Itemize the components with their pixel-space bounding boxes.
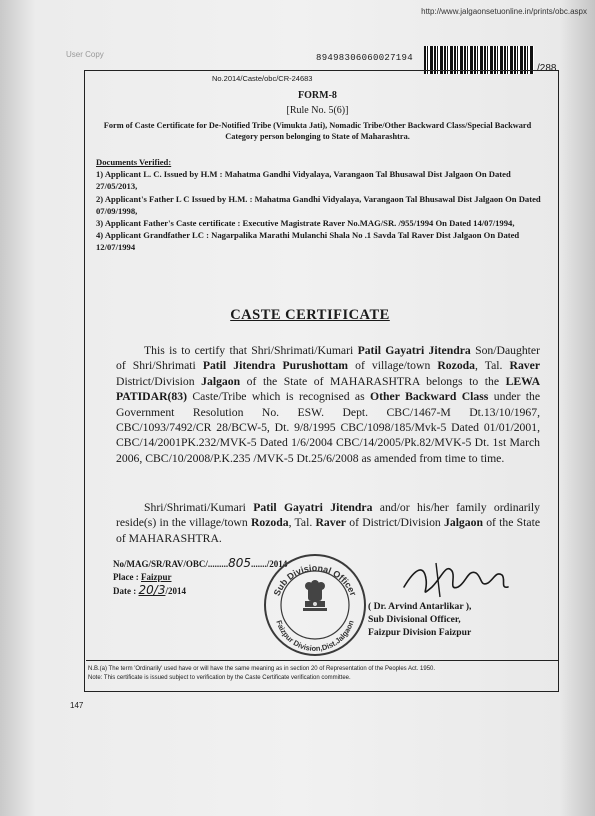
district-name: Jalgaon	[444, 516, 483, 530]
parent-name: Patil Jitendra Purushottam	[202, 359, 349, 373]
signatory-name: ( Dr. Arvind Antarlikar ),	[368, 601, 472, 612]
body-text: This is to certify that Shri/Shrimati/Kumari	[144, 344, 354, 357]
body-text: of the State of MAHARASHTRA.	[116, 516, 541, 545]
body-text: and/or his/her family ordinarily reside(s) in the village/town	[116, 501, 541, 530]
residence-paragraph	[116, 500, 540, 546]
official-seal	[263, 553, 367, 657]
documents-verified	[96, 156, 544, 254]
body-text: under the Government Resolution No. ESW. Dept. CBC/1467-M Dt.13/10/1967, CBC/1093/7492/CR 28/BCW-5, Dt. 9/8/1995 CBC/1098/185/Mvk-5 Dated 01/01/2001, CBC/14/2001PK.232/MVK-5 Dated 1/6/2004 CBC/14/2005/Pk.82/MVK-5 Dt. 1st March 2006, CBC/10/2008/P.K.235 /MVK-5 Dt.25/6/2008 as amended from time to time.	[116, 390, 541, 465]
taluka-name: Raver	[315, 516, 346, 530]
print-url: http://www.jalgaonsetuonline.in/prints/obc.aspx	[421, 7, 587, 16]
body-text: District/Division	[116, 374, 195, 388]
district-name: Jalgaon	[201, 374, 241, 388]
document-item: 1) Applicant L. C. Issued by H.M : Mahatma Gandhi Vidyalaya, Varangaon Tal Bhusawal Dist Jalgaon On Dated 27/05/2013,	[96, 169, 511, 192]
verification-note: Note: This certificate is issued subject to verification by the Caste Certificate verification committee.	[88, 675, 351, 681]
user-copy-label: User Copy	[66, 50, 104, 59]
category-name: Other Backward Class	[370, 390, 489, 404]
signatory-block	[368, 600, 471, 639]
certificate-number: No.2014/Caste/obc/CR-24683	[212, 74, 313, 83]
reference-suffix: ......./2014	[251, 559, 288, 569]
rule-number: [Rule No. 5(6)]	[286, 105, 349, 116]
place-label: Place :	[113, 572, 141, 582]
signatory-title: Sub Divisional Officer,	[368, 614, 461, 625]
body-text: of village/town	[355, 359, 431, 373]
page-number: 147	[70, 701, 84, 710]
body-text: of District/Division	[349, 516, 441, 530]
form-title: FORM-8	[298, 90, 337, 101]
body-text: Shri/Shrimati/Kumari	[144, 501, 246, 514]
reference-prefix: No/MAG/SR/RAV/OBC/.........	[113, 559, 229, 569]
document-item: 4) Applicant Grandfather LC : Nagarpalika Marathi Mulanchi Shala No .1 Savda Tal Raver Dist Jalgaon On Dated 12/07/1994	[96, 230, 520, 253]
body-text: Son/Daughter of Shri/Shrimati	[116, 344, 540, 373]
documents-heading: Documents Verified:	[96, 157, 172, 167]
document-item: 3) Applicant Father's Caste certificate : Executive Magistrate Raver No.MAG/SR. /955/1994 On Dated 14/07/1994,	[96, 218, 515, 229]
applicant-name: Patil Gayatri Jitendra	[253, 501, 373, 514]
issue-place	[113, 572, 171, 582]
emblem-icon	[303, 580, 327, 611]
village-name: Rozoda	[437, 359, 476, 373]
footnotes	[86, 660, 558, 683]
issue-date	[113, 583, 186, 597]
seal-top-text: Sub Divisional Officer	[271, 562, 359, 598]
body-text: , Tal.	[288, 516, 313, 530]
applicant-name: Patil Gayatri Jitendra	[357, 344, 471, 357]
date-handwritten: 20/3	[138, 583, 166, 597]
signature	[396, 557, 516, 605]
reference-handwritten: 805	[228, 556, 251, 570]
taluka-name: Raver	[509, 359, 541, 373]
document-item: 2) Applicant's Father L C Issued by H.M. : Mahatma Gandhi Vidyalaya, Varangaon Tal Bhusawal Dist Jalgaon On Dated 07/09/1998,	[96, 193, 541, 216]
body-text: Caste/Tribe which is recognised as	[192, 390, 365, 404]
body-text: of the State of MAHARASHTRA belongs to the	[246, 374, 500, 388]
date-suffix: /2014	[165, 586, 186, 596]
village-name: Rozoda	[250, 516, 289, 530]
signatory-office: Faizpur Division Faizpur	[368, 627, 472, 638]
caste-name: LEWA PATIDAR(83)	[116, 374, 541, 404]
seal-bottom-text: Faizpur Division,Dist.Jalgaon	[274, 619, 356, 654]
form-description: Form of Caste Certificate for De-Notified Tribe (Vimukta Jati), Nomadic Tribe/Other Backward Class/Special Backward Category person belonging to State of Maharashtra.	[103, 121, 532, 141]
body-text: , Tal.	[475, 359, 503, 373]
place-value: Faizpur	[140, 572, 172, 582]
reference-number	[113, 556, 287, 570]
barcode-page: /288	[537, 63, 557, 74]
barcode-number: 89498306060027194	[316, 53, 413, 63]
certificate-title: CASTE CERTIFICATE	[230, 307, 390, 323]
date-label: Date :	[113, 586, 139, 596]
nb-note: N.B.(a) The term 'Ordinarily' used have or will have the same meaning as in section 20 of Representation of the Peoples Act. 1950.	[88, 666, 436, 672]
certificate-body	[116, 343, 540, 466]
